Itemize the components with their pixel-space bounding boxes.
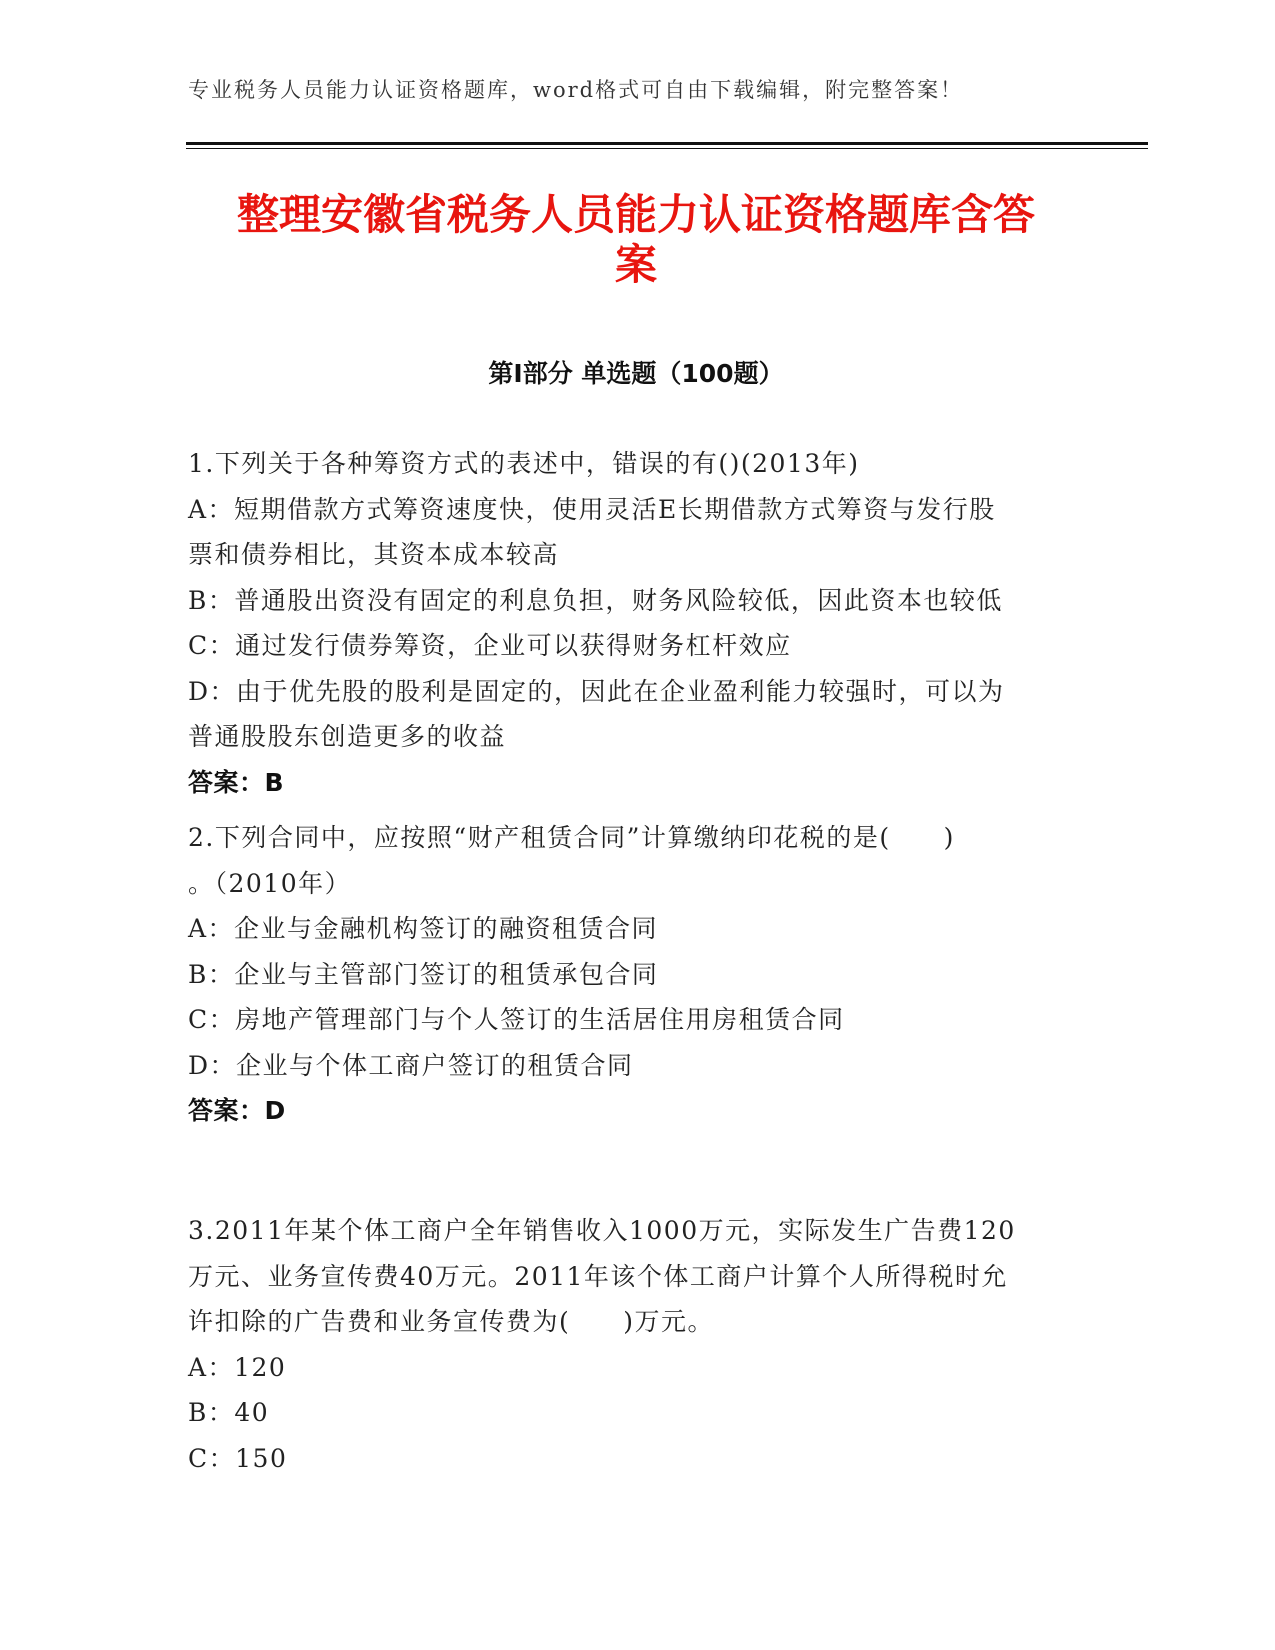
question-3 [188, 1208, 1078, 1481]
question-1-answer: 答案：B [188, 767, 285, 797]
question-3-stem-line-1: 3.2011年某个体工商户全年销售收入1000万元，实际发生广告费120 [188, 1216, 1016, 1245]
question-1 [188, 441, 1078, 805]
option-text-line: 票和债券相比，其资本成本较高 [188, 540, 560, 569]
question-3-option-c [188, 1436, 1078, 1482]
document-title-line-1: 整理安徽省税务人员能力认证资格题库含答 [236, 190, 1035, 239]
option-text-line: D：企业与个体工商户签订的租赁合同 [188, 1050, 634, 1080]
option-text-line: A：短期借款方式筹资速度快，使用灵活E长期借款方式筹资与发行股 [188, 494, 996, 524]
question-3-stem-line-3: 许扣除的广告费和业务宣传费为( )万元。 [188, 1307, 715, 1336]
section-heading: 第Ⅰ部分 单选题（100题） [488, 359, 784, 388]
header-rule-thin [186, 148, 1148, 149]
question-3-option-a [188, 1345, 1078, 1391]
option-text-line: A：120 [188, 1352, 287, 1382]
question-1-option-c [188, 623, 1078, 669]
option-text-line: A：企业与金融机构签订的融资租赁合同 [188, 914, 659, 943]
question-2-option-d [188, 1043, 1078, 1089]
question-2-stem-line-2: 。（2010年） [188, 868, 352, 898]
option-text-line: B：企业与主管部门签订的租赁承包合同 [188, 959, 659, 989]
option-text-line: D：由于优先股的股利是固定的，因此在企业盈利能力较强时，可以为 [188, 676, 1005, 706]
question-1-stem: 1.下列关于各种筹资方式的表述中，错误的有()(2013年) [188, 449, 860, 478]
question-3-stem-line-2: 万元、业务宣传费40万元。2011年该个体工商户计算个人所得税时允 [188, 1261, 1008, 1291]
option-text-line: C：房地产管理部门与个人签订的生活居住用房租赁合同 [188, 1005, 845, 1034]
question-2-option-c [188, 997, 1078, 1043]
header-note: 专业税务人员能力认证资格题库，word格式可自由下载编辑，附完整答案！ [188, 78, 964, 102]
header-rule-thick [186, 142, 1148, 145]
question-1-option-d [188, 669, 1078, 760]
question-2-option-a [188, 906, 1078, 952]
option-text-line: 普通股股东创造更多的收益 [188, 722, 507, 751]
option-text-line: B：40 [188, 1398, 270, 1427]
question-2-stem-line-1: 2.下列合同中，应按照“财产租赁合同”计算缴纳印花税的是( ) [188, 823, 955, 852]
question-1-option-a [188, 487, 1078, 578]
option-text-line: B：普通股出资没有固定的利息负担，财务风险较低，因此资本也较低 [188, 585, 1003, 615]
document-title-line-2: 案 [614, 240, 657, 289]
question-2-answer: 答案：D [188, 1096, 286, 1125]
question-2 [188, 815, 1078, 1134]
option-text-line: C：150 [188, 1443, 288, 1473]
question-2-option-b [188, 952, 1078, 998]
option-text-line: C：通过发行债券筹资，企业可以获得财务杠杆效应 [188, 631, 792, 660]
document-title [186, 190, 1086, 290]
question-1-option-b [188, 578, 1078, 624]
question-3-option-b [188, 1390, 1078, 1436]
